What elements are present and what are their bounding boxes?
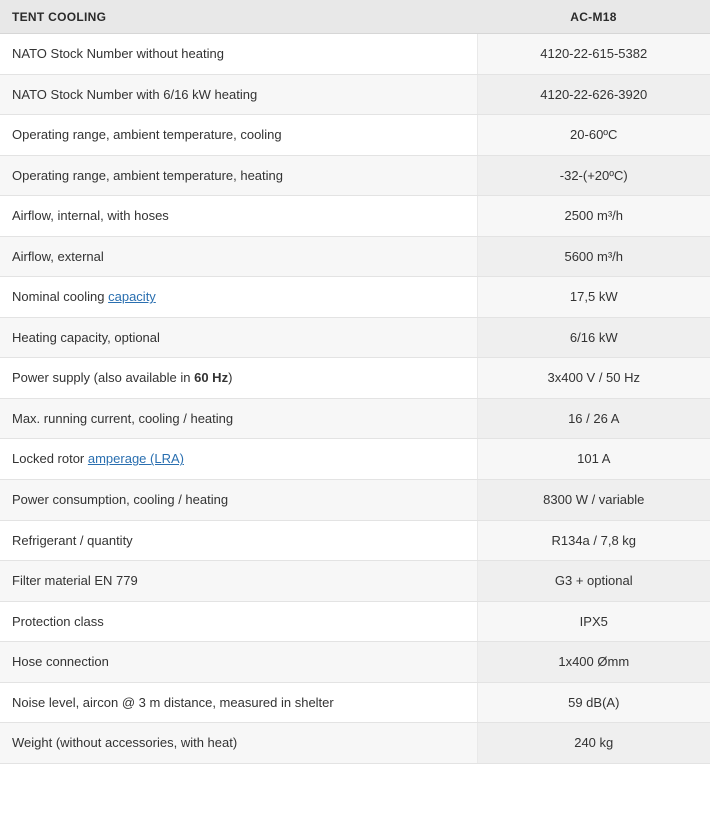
table-row bbox=[0, 723, 710, 764]
row-value: R134a / 7,8 kg bbox=[477, 520, 710, 561]
table-header bbox=[0, 1, 710, 34]
table-row bbox=[0, 236, 710, 277]
row-value: 240 kg bbox=[477, 723, 710, 764]
table-row bbox=[0, 561, 710, 602]
table-row bbox=[0, 358, 710, 399]
row-value: 1x400 Ømm bbox=[477, 642, 710, 683]
table-row bbox=[0, 317, 710, 358]
table-row bbox=[0, 682, 710, 723]
row-value: 101 A bbox=[477, 439, 710, 480]
row-label bbox=[0, 439, 477, 480]
row-label: Max. running current, cooling / heating bbox=[0, 398, 477, 439]
row-value: 20-60ºC bbox=[477, 115, 710, 156]
row-value: 59 dB(A) bbox=[477, 682, 710, 723]
capacity-link[interactable]: capacity bbox=[108, 289, 156, 305]
row-value: 4120-22-615-5382 bbox=[477, 34, 710, 75]
column-header-value: AC-M18 bbox=[477, 1, 710, 34]
table-row bbox=[0, 439, 710, 480]
row-value: 4120-22-626-3920 bbox=[477, 74, 710, 115]
table-row bbox=[0, 196, 710, 237]
row-label: Weight (without accessories, with heat) bbox=[0, 723, 477, 764]
row-label: Airflow, external bbox=[0, 236, 477, 277]
row-value: -32-(+20ºC) bbox=[477, 155, 710, 196]
row-label: Filter material EN 779 bbox=[0, 561, 477, 602]
row-label-text-pre: Power supply (also available in bbox=[12, 370, 195, 386]
table-row bbox=[0, 155, 710, 196]
amperage-link[interactable]: amperage (LRA) bbox=[87, 451, 184, 467]
row-label: NATO Stock Number with 6/16 kW heating bbox=[0, 74, 477, 115]
table-row bbox=[0, 74, 710, 115]
table-row bbox=[0, 277, 710, 318]
table-row bbox=[0, 115, 710, 156]
row-value: 5600 m³/h bbox=[477, 236, 710, 277]
row-label: Noise level, aircon @ 3 m distance, measured in shelter bbox=[0, 682, 477, 723]
row-value: G3 + optional bbox=[477, 561, 710, 602]
table-row bbox=[0, 642, 710, 683]
row-value: 17,5 kW bbox=[477, 277, 710, 318]
table-row bbox=[0, 480, 710, 521]
row-value: 8300 W / variable bbox=[477, 480, 710, 521]
row-label: Hose connection bbox=[0, 642, 477, 683]
row-label bbox=[0, 358, 477, 399]
table-row bbox=[0, 34, 710, 75]
row-value: 16 / 26 A bbox=[477, 398, 710, 439]
row-label bbox=[0, 277, 477, 318]
row-label-text: Nominal cooling bbox=[12, 289, 109, 305]
row-label: Operating range, ambient temperature, cooling bbox=[0, 115, 477, 156]
column-header-label: TENT COOLING bbox=[0, 1, 477, 34]
row-label: Operating range, ambient temperature, heating bbox=[0, 155, 477, 196]
row-value: 2500 m³/h bbox=[477, 196, 710, 237]
row-value: IPX5 bbox=[477, 601, 710, 642]
row-label: Power consumption, cooling / heating bbox=[0, 480, 477, 521]
row-label: Heating capacity, optional bbox=[0, 317, 477, 358]
row-label: Protection class bbox=[0, 601, 477, 642]
table-body bbox=[0, 34, 710, 764]
frequency-emphasis: 60 Hz bbox=[194, 370, 229, 386]
row-label: NATO Stock Number without heating bbox=[0, 34, 477, 75]
row-value: 6/16 kW bbox=[477, 317, 710, 358]
table-row bbox=[0, 520, 710, 561]
row-label: Refrigerant / quantity bbox=[0, 520, 477, 561]
row-label-text-post: ) bbox=[228, 370, 233, 386]
row-label: Airflow, internal, with hoses bbox=[0, 196, 477, 237]
row-value: 3x400 V / 50 Hz bbox=[477, 358, 710, 399]
table-row bbox=[0, 398, 710, 439]
table-header-row bbox=[0, 1, 710, 34]
row-label-text: Locked rotor bbox=[12, 451, 88, 467]
table-row bbox=[0, 601, 710, 642]
